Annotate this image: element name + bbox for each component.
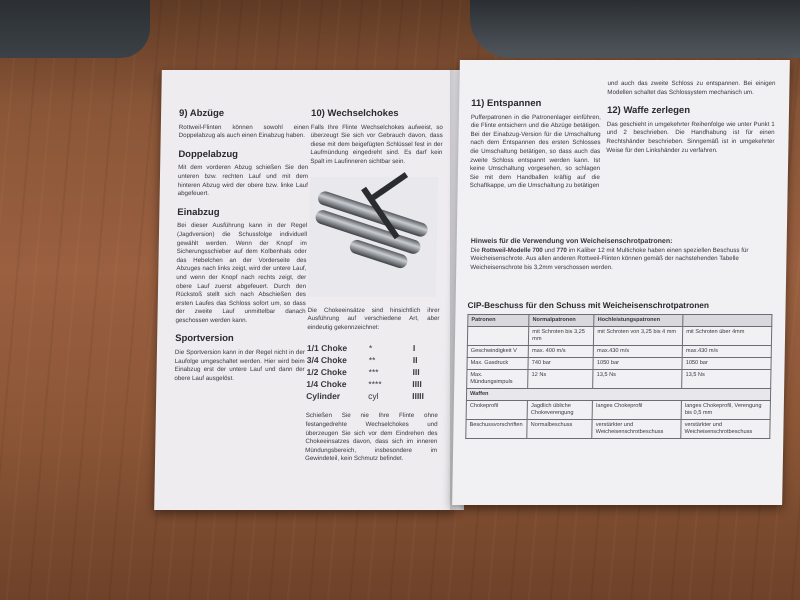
hinweis-model-700: Rottweil-Modelle 700 (481, 246, 543, 254)
right-column-2 (606, 80, 775, 165)
text-entspannen: Pufferpatronen in die Patronenlager einführen, die Flinte entsichern und die Abzüge betätigen. Bei der Einabzug-Version für die Umschaltung nach dem Entspannen des ersten Schlosses die Umschaltung betätigen, so dass auch das zweite Schloss entspannt werden kann. Ist keine Umschaltung vorgesehen, so schlagen Sie mit dem Handballen kräftig auf die Schaftkappe, um die Umschaltung zu betätigen (469, 113, 601, 190)
choke-row: 1/4 Choke **** IIII (306, 379, 422, 390)
text-entspannen-cont: und auch das zweite Schloss zu entspannen. Bei einigen Modellen schaltet das Schlossystem mechanisch um. (607, 80, 776, 96)
right-page (452, 60, 790, 505)
text-schiessen: Schießen Sie nie Ihre Flinte ohne festangedrehte Wechselchokes und überzeugen Sie sich vor dem Eindrehen des Chokeeinsatzes davon, dass sich im inneren Mündungsbereich, insbesondere im Gewindeteil, kein Schmutz befindet. (304, 412, 438, 463)
text-wechselchokes: Falls Ihre Flinte Wechselchokes aufweist, so überzeugt Sie sich vor Gebrauch davon, dass diese mit dem beigefügten Schlüssel fest in der Laufmündung eingedreht sind. Es darf kein Spalt im Laufinneren sichtbar sein. (310, 123, 443, 165)
left-column-2 (305, 110, 443, 474)
choke-row: Cylinder cyl IIIII (306, 391, 425, 402)
text-chokeeinsaetze: Die Chokeeinsätze sind hinsichtlich ihrer Ausführung auf verschiedene Art, aber eindeutig gekennzeichnet: (307, 306, 440, 331)
hinweis-block (470, 238, 776, 272)
choke-row: 3/4 Choke ** II (306, 355, 418, 366)
right-column-1 (469, 100, 601, 201)
heading-wechselchokes: 10) Wechselchokes (310, 108, 399, 119)
dark-object-right (470, 0, 800, 58)
cip-table (465, 314, 772, 439)
heading-abzuege: 9) Abzüge (178, 108, 225, 119)
dark-object-left (0, 0, 150, 58)
cip-table-title: CIP-Beschuss für den Schuss mit Weicheisenschrotpatronen (467, 300, 710, 310)
table-section-waffen: Waffen (466, 389, 770, 401)
text-doppelabzug: Mit dem vorderen Abzug schießen Sie den unteren bzw. rechten Lauf und mit dem hinteren Abzug wird der obere bzw. linke Lauf abgefeuert. (177, 164, 309, 198)
text-einabzug: Bei dieser Ausführung kann in der Regel (Jagdversion) die Schussfolge individuell gewählt werden. Wenn der Knopf im Sicherungsschieber auf dem Kolbenhals oder das Hebelchen an der Vorderseite des Abzuges nach links zeigt, wird der untere Lauf, und wenn der Knopf nach rechts zeigt, der obere Lauf zuerst abgefeuert. Durch den Rückstoß stellt sich nach Abschießen des ersten Laufes das Schloss sofort um, so dass der zweite Lauf unmittelbar danach geschossen werden kann. (175, 222, 308, 324)
table-row: Max. Gasdruck 740 bar 1050 bar 1050 bar (467, 358, 771, 370)
table-row: Beschussvorschriften Normalbeschuss verstärkter und Weicheisenschrotbeschuss verstärkter und Weicheisenschrotbeschuss (466, 420, 770, 439)
choke-row: 1/2 Choke *** III (306, 367, 420, 378)
heading-sportversion: Sportversion (175, 333, 234, 345)
heading-doppelabzug: Doppelabzug (178, 148, 239, 160)
table-row: Chokeprofil Jagdlich übliche Chokeverengung langes Chokeprofil langes Chokeprofil, Verengung bis 0,5 mm (466, 401, 770, 420)
text-sportversion: Die Sportversion kann in der Regel nicht in der Laufolge umgeschaltet werden. Hier wird beim Einabzug erst der untere Lauf und dann der obere Lauf ausgelöst. (174, 349, 305, 382)
heading-einabzug: Einabzug (177, 206, 220, 218)
table-row: Max. Mündungsimpuls 12 Ns 13,5 Ns 13,5 Ns (467, 370, 771, 389)
hinweis-model-770: 770 (556, 246, 567, 254)
table-row: mit Schroten bis 3,25 mm mit Schroten von 3,25 bis 4 mm mit Schroten über 4mm (467, 327, 771, 346)
left-page (154, 70, 462, 510)
table-row: Geschwindigkeit V max. 400 m/s max.430 m/s max.430 m/s (467, 346, 771, 358)
hinweis-text: Die (470, 246, 482, 254)
heading-waffe-zerlegen: 12) Waffe zerlegen (606, 105, 691, 117)
text-abzuege: Rottweil-Flinten können sowohl einen Doppelabzug als auch einen Einabzug haben. (178, 123, 309, 140)
hinweis-text: im Kaliber 12 mit Multichoke haben einen speziellen Beschuss für Weicheisenschrote. Aus allen anderen Rottweil-Flinten können gemäß der nachstehenden Tabelle Weicheisenschrote bis 3,2mm verschossen werden. (470, 246, 749, 271)
choke-tubes-photo (308, 177, 438, 297)
open-booklet (150, 60, 790, 515)
text-waffe-zerlegen: Das geschieht in umgekehrter Reihenfolge wie unter Punkt 1 und 2 beschrieben. Die Handhabung ist für einen Rechtshänder beschrieben. Sinngemäß ist in umgekehrter Weise für den Linkshänder zu verfahren. (606, 120, 775, 154)
choke-row: 1/1 Choke * I (306, 343, 416, 354)
hinweis-title: Hinweis für die Verwendung von Weicheisenschrotpatronen: (470, 238, 673, 245)
choke-marking-list (306, 342, 439, 402)
heading-entspannen: 11) Entspannen (471, 98, 542, 109)
hinweis-text: und (542, 246, 557, 254)
left-column-1 (174, 110, 309, 393)
table-header-row: Patronen Normalpatronen Hochleistungspatronen (468, 315, 772, 327)
